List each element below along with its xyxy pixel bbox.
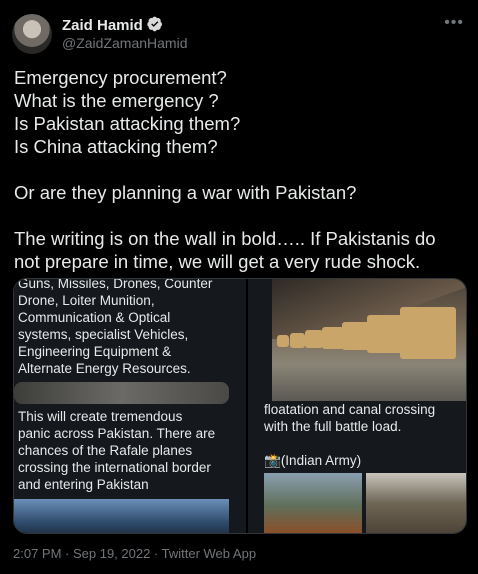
truck xyxy=(277,335,289,347)
screenshot-image-strip xyxy=(14,382,229,404)
tweet-line: Is Pakistan attacking them? xyxy=(14,113,241,134)
truck xyxy=(367,315,405,353)
screenshot-line: systems, specialist Vehicles, xyxy=(18,327,189,342)
screenshot-line: Drone, Loiter Munition, xyxy=(18,293,155,308)
screenshot-line: Communication & Optical xyxy=(18,310,171,325)
rafale-jet-image xyxy=(14,499,229,533)
tweet-timestamp[interactable]: 2:07 PM · Sep 19, 2022 · Twitter Web App xyxy=(13,546,257,561)
screenshot-line: and entering Pakistan xyxy=(18,477,149,492)
screenshot-line: chances of the Rafale planes xyxy=(18,443,193,458)
truck xyxy=(305,330,323,348)
more-icon[interactable]: ••• xyxy=(444,14,464,31)
tweet-line: not prepare in time, we will get a very rude shock. xyxy=(14,251,421,272)
screenshot-line: panic across Pakistan. There are xyxy=(18,426,216,441)
tweet-line: The writing is on the wall in bold….. If Pakistanis do xyxy=(14,228,436,249)
tweet-line: Or are they planning a war with Pakistan? xyxy=(14,182,357,203)
military-convoy-image xyxy=(272,279,466,401)
verified-badge-icon xyxy=(147,16,163,32)
tweet-line: Is China attacking them? xyxy=(14,136,218,157)
tweet-media-grid[interactable] xyxy=(13,278,467,534)
author-name-text[interactable]: Zaid Hamid xyxy=(62,17,143,34)
tweet-line: What is the emergency ? xyxy=(14,90,219,111)
tweet-blank-line xyxy=(14,204,469,227)
terrain-thumbnail xyxy=(264,473,362,533)
caption-blank xyxy=(264,435,466,452)
screenshot-line: Alternate Energy Resources. xyxy=(18,361,191,376)
tweet-blank-line xyxy=(14,158,469,181)
screenshot-caption xyxy=(264,401,466,469)
truck xyxy=(400,307,456,359)
camera-flash-icon: 📸 xyxy=(264,453,281,468)
author-name[interactable] xyxy=(62,16,163,34)
caption-line xyxy=(264,452,466,469)
truck xyxy=(290,333,305,348)
terrain-thumbnail xyxy=(366,473,466,533)
author-avatar[interactable] xyxy=(12,14,52,54)
tweet-text xyxy=(14,66,469,273)
caption-line-text: (Indian Army) xyxy=(280,453,362,468)
caption-line: floatation and canal crossing xyxy=(264,402,436,417)
screenshot-bottom-text xyxy=(18,408,215,493)
screenshot-top-text xyxy=(18,279,212,377)
screenshot-line: crossing the international border xyxy=(18,460,211,475)
media-screenshot-right[interactable] xyxy=(248,279,466,533)
caption-line: with the full battle load. xyxy=(264,419,402,434)
truck xyxy=(342,322,370,350)
media-screenshot-left[interactable] xyxy=(14,279,246,533)
tweet-line: Emergency procurement? xyxy=(14,67,227,88)
author-handle[interactable]: @ZaidZamanHamid xyxy=(62,35,188,51)
screenshot-line: Guns, Missiles, Drones, Counter xyxy=(18,279,213,291)
screenshot-line: This will create tremendous xyxy=(18,409,183,424)
truck xyxy=(322,327,344,349)
screenshot-line: Engineering Equipment & xyxy=(18,344,172,359)
